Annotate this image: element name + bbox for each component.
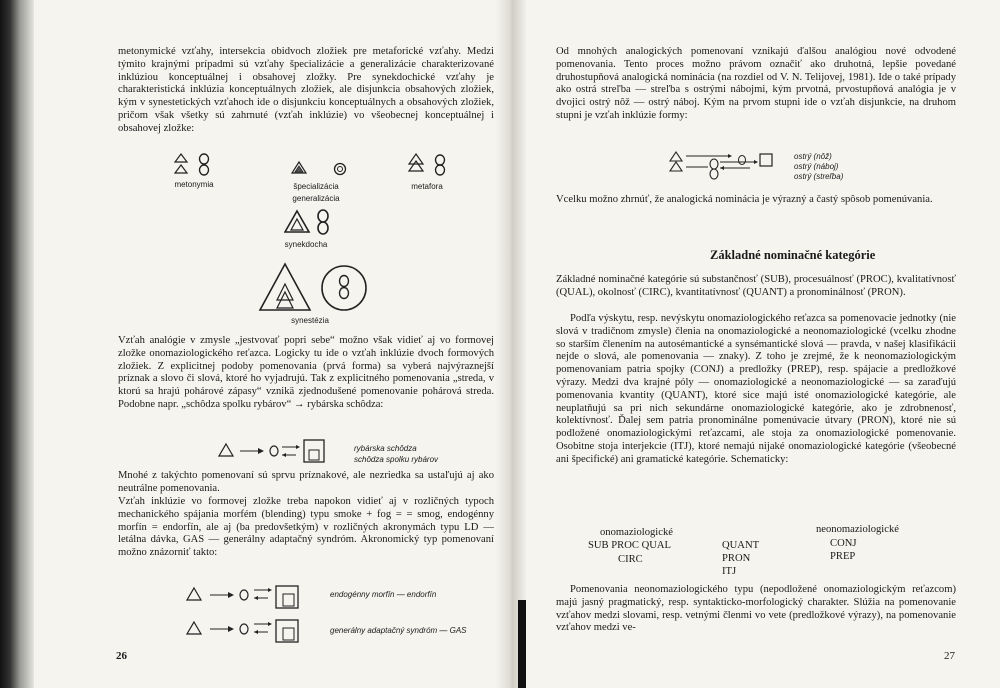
schema-sub-proc-qual: SUB PROC QUAL <box>588 540 672 551</box>
specializacia-symbol <box>290 160 350 178</box>
schema-prep: PREP <box>830 551 856 562</box>
synestezia-label: synestézia <box>291 316 329 325</box>
second-degree-analogy-symbol <box>668 150 788 184</box>
generalizacia-label: generalizácia <box>292 194 340 203</box>
right-paragraph-4: Podľa výskytu, resp. nevýskytu onomaziologického reťazca sa pomenovacie jednotky (nie slová v tradičnom zmysle) členia na onomaziologické a neonomaziologické (vcelku zhodne so starším členením na autosémantické a synsémantické slová — pravda, v našej klasifikácii nejde o slová, ale pomenovania — znaky). Z toho je zrejmé, že k neonomaziologickým pomenovaniam patria spojky (CONJ) a predložky (PREP), resp. spájacie a predložkové výrazy. Medzi dva krajné póly — onomaziologické a neonomaziologické — sa zaraďujú pomenovania kvantity (QUANT), ktoré sice majú isté onomaziologické kategórie, ale neuplatňujú sa pri nich sekundárne onomaziologické kategórie, ako je zdrobnenosť, kolektívnosť. Ďalej sem patria pronominálne pomenúvacie útvary (PRON), ktoré nie sú podložené onomaziologickými reťazcami, ale stoja za onomaziologické pomenovanie. Osobitne stoja interjekcie (ITJ), ktoré nemajú nijaké onomaziologické kategórie (všeobecné ani špecifické) ani gramatické kategórie. Schematicky: <box>556 313 956 465</box>
metafora-label: metafora <box>411 182 443 191</box>
fig4-label-2: ostrý (náboj) <box>794 162 839 171</box>
synekdocha-symbol <box>284 208 334 238</box>
acronym-symbol-1 <box>186 582 304 612</box>
book-spine-shadow <box>0 0 34 688</box>
right-paragraph-1: Od mnohých analogických pomenovaní vznikajú ďalšou analógiou nové odvodené pomenovania. Tento proces možno právom označiť ako druhotná, lepšie povedané druhostupňová analogická nominácia (na rozdiel od V. N. Telijovej, 1981). Ide o také prípady ako ostrá streľba — streľba s ostrými nábojmi, kým prvotná, prvostupňová analógia je v dvojici ostrý nôž — ostrý náboj. Kým na prvom stupni ide o vzťah disjunkcie, na druhom stupni je vzťah inklúzie formy: <box>556 46 956 121</box>
fig4-label-1: ostrý (nôž) <box>794 152 832 161</box>
left-paragraph-1: metonymické vzťahy, intersekcia obidvoch zložiek pre metaforické vzťahy. Medzi týmito krajnými prípadmi sú vzťahy špecializácie a generalizácie charakterizované inklúziou konceptuálnej i obsahovej zložky. Pre synekdochické vzťahy je charakteristická inklúzia konceptuálnych zložiek, ale disjunkcia obsahových zložiek, kým v synestetických vzťahoch ide o disjunkciu konceptuálnych a obsahových zložiek, pričom však všetky sú zahrnuté (vzťah inklúzie) vo všeobecnej konceptuálnej i obsahovej zložke: <box>118 46 494 134</box>
metonymia-symbol <box>174 152 214 178</box>
schema-pron: PRON <box>722 553 751 564</box>
fig2-caption-1: rybárska schôdza <box>354 444 417 453</box>
fig4-label-3: ostrý (streľba) <box>794 172 844 181</box>
schema-quant: QUANT <box>722 540 760 551</box>
left-paragraph-2: Vzťah analógie v zmysle „jestvovať popri sebe“ možno však vidieť aj vo formovej zložke onomaziologického reťazca. Logicky tu ide o vzťah inklúzie dvoch formových zložiek. Z explicitnej podoby pomenovania (prvá forma) sa vyberá najvýraznejší príznak a slovo či slová, ktoré ho vyjadrujú. Tak z explicitného pomenovania „streda, v ktorú sa hrajú pohárové zápasy“ vznikä zjednodušené pomenovanie pohárová streda. Podobne napr. „schôdza spolku rybárov“ → rybárska schôdza: <box>118 335 494 410</box>
schema-circ: CIRC <box>618 554 643 565</box>
right-page <box>526 0 1000 688</box>
acronym-symbol-2 <box>186 616 304 646</box>
gutter-ink-mark <box>518 600 526 688</box>
schema-neonomaziologicke-title: neonomaziologické <box>816 524 899 535</box>
schema-conj: CONJ <box>830 538 857 549</box>
left-page <box>40 0 496 688</box>
metafora-symbol <box>408 152 452 178</box>
section-heading: Základné nominačné kategórie <box>710 248 876 262</box>
page-number-left: 26 <box>116 650 127 662</box>
book-gutter <box>496 0 526 688</box>
fig2-caption-2: schôdza spolku rybárov <box>354 455 439 464</box>
synekdocha-label: synekdocha <box>284 240 328 249</box>
right-paragraph-5: Pomenovania neonomaziologického typu (nepodložené onomaziologickým reťazcom) majú jasný pragmatický, resp. syntakticko-morfologický charakter. Slúžia na pomenovanie vzťahov medzi slovami, resp. vetnými členmi vo vete (predložkové výrazy), na pomenovanie vzťahov medzi ve- <box>556 584 956 634</box>
specializacia-label: špecializácia <box>293 182 339 191</box>
form-inclusion-symbol <box>218 438 328 468</box>
right-paragraph-3: Základné nominačné kategórie sú substančnosť (SUB), procesuálnosť (PROC), kvalitatívnosť (QUAL), okolnosť (CIRC), kvantitatívnosť (QUANT) a pronominálnosť (PRON). <box>556 274 956 298</box>
schema-itj: ITJ <box>722 566 737 577</box>
right-paragraph-2: Vcelku možno zhrnúť, že analogická nominácia je výrazný a častý spôsob pomenúvania. <box>556 194 933 205</box>
fig3-caption-2: generálny adaptačný syndróm — GAS <box>330 626 467 635</box>
synestezia-symbol <box>258 262 388 314</box>
fig3-caption-1: endogénny morfín — endorfín <box>330 590 437 599</box>
page-number-right: 27 <box>944 650 955 662</box>
left-paragraph-3: Mnohé z takýchto pomenovaní sú sprvu príznakové, ale nezriedka sa ustaľujú aj ako neutrálne pomenovania. <box>118 470 494 494</box>
schema-onomaziologicke-title: onomaziologické <box>600 527 673 538</box>
metonymia-label: metonymia <box>174 180 214 189</box>
left-paragraph-4: Vzťah inklúzie vo formovej zložke treba napokon vidieť aj v rozličných typoch mechanického spájania morfém (blending) typu smoke + fog = = smog, endogénny morfín = endorfín, ale aj (ba predovšetkým) v rozličných akronymách typu LD — letálna dávka, GAS — generálny adaptačný syndróm. Akronomický typ pomenovaní možno znázorniť takto: <box>118 496 494 559</box>
